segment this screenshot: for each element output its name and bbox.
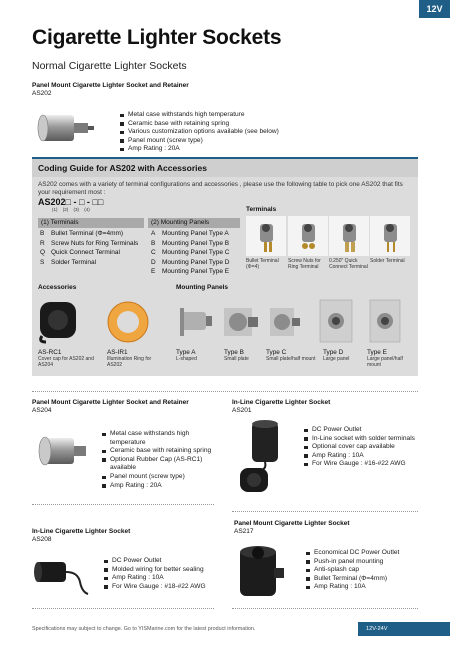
terminals-label: Terminals <box>246 206 277 213</box>
as201-title: In-Line Cigarette Lighter Socket <box>232 399 331 406</box>
table-row: B Bullet Terminal (Φ=4mm) <box>40 230 124 237</box>
feature-item: Amp Rating : 20A <box>102 482 214 491</box>
feature-item: Ceramic base with retaining spring <box>120 120 320 129</box>
solder-terminal-image <box>370 216 410 256</box>
as202-socket-image <box>36 108 96 148</box>
table-row: A Mounting Panel Type A <box>151 230 229 237</box>
footer-page-number-alt: 67 <box>424 640 431 646</box>
top-tab: 12V <box>419 0 450 18</box>
as201-features <box>304 426 422 469</box>
table-row: R Screw Nuts for Ring Terminals <box>40 239 139 247</box>
panels-table <box>151 229 246 277</box>
feature-item: Various customization options available (see below) <box>120 128 320 137</box>
feature-item: Amp Rating : 10A <box>306 583 422 592</box>
mount-type-b-image <box>222 302 260 342</box>
feature-item: For Wire Gauge : #16-#22 AWG <box>304 460 422 469</box>
as201-socket-image <box>232 420 296 500</box>
feature-item: Anti-splash cap <box>306 566 422 575</box>
feature-item: Optional Rubber Cap (AS-RC1) available <box>102 456 214 473</box>
mount-type-d-image <box>316 298 356 344</box>
section-divider <box>232 511 418 512</box>
quick-connect-terminal-image <box>329 216 369 256</box>
as208-title: In-Line Cigarette Lighter Socket <box>32 528 131 535</box>
section-divider <box>32 391 418 392</box>
mount-type-c-image <box>266 302 304 342</box>
terminal-caption: 0.250" Quick Connect Terminal <box>329 258 368 270</box>
table-row: Q Quick Connect Terminal <box>40 249 120 257</box>
mount-caption: Type D Large panel <box>323 349 350 362</box>
as217-title: Panel Mount Cigarette Lighter Socket <box>234 520 350 527</box>
part-code-pattern: AS202□ - □ - □□ <box>38 197 104 207</box>
as204-socket-image <box>36 430 92 474</box>
feature-item: Amp Rating : 10A <box>304 452 422 461</box>
footer-section: 12V-24V Accessories <box>366 626 397 646</box>
terminals-table <box>40 229 148 267</box>
feature-item: Molded wiring for better sealing <box>104 566 216 575</box>
as208-features <box>104 557 216 591</box>
as204-title: Panel Mount Cigarette Lighter Socket and Retainer <box>32 399 189 406</box>
feature-item: Amp Rating : 20A <box>120 145 320 154</box>
as201-code: AS201 <box>232 407 252 414</box>
feature-item: Metal case withstands high temperature <box>102 430 214 447</box>
panels-table-header: (2) Mounting Panels <box>148 218 240 228</box>
table-row: D Mounting Panel Type D <box>151 258 230 266</box>
coding-guide-title: Coding Guide for AS202 with Accessories <box>38 163 207 173</box>
mount-type-a-image <box>176 302 214 342</box>
accessories-label: Accessories <box>38 284 77 291</box>
feature-item: Panel mount (screw type) <box>102 473 214 482</box>
accessory-caption: AS-RC1 Cover cap for AS202 and AS204 <box>38 349 94 368</box>
table-row: E Mounting Panel Type E <box>151 268 230 276</box>
feature-item: Bullet Terminal (Φ=4mm) <box>306 575 422 584</box>
mount-type-e-image <box>364 298 404 344</box>
footer-page-number: 115 <box>409 640 419 646</box>
feature-item: Push-in panel mounting <box>306 558 422 567</box>
page-title: Cigarette Lighter Sockets <box>32 26 282 49</box>
table-row: C Mounting Panel Type C <box>151 249 230 257</box>
feature-item: Ceramic base with retaining spring <box>102 447 214 456</box>
bullet-terminal-image <box>246 216 286 256</box>
mounting-panels-label: Mounting Panels <box>176 284 228 291</box>
as202-features <box>120 111 320 154</box>
cover-cap-image <box>36 298 80 344</box>
as202-code: AS202 <box>32 90 52 97</box>
as204-features <box>102 430 214 490</box>
table-row: S Solder Terminal <box>40 258 97 266</box>
part-code-positions: (1) (2) (3) (4) <box>52 207 90 212</box>
feature-item: Amp Rating : 10A <box>104 574 216 583</box>
section-divider <box>232 608 418 609</box>
section-divider <box>32 504 214 505</box>
feature-item: In-Line socket with solder terminals <box>304 435 422 444</box>
footer-disclaimer: Specifications may subject to change. Go to YISMarine.com for the latest product information. <box>32 626 256 632</box>
mount-caption: Type C Small plate/half mount <box>266 349 316 362</box>
feature-item: DC Power Outlet <box>304 426 422 435</box>
terminal-caption: Screw Nuts for Ring Terminal <box>288 258 321 270</box>
as217-code: AS217 <box>234 528 254 535</box>
as208-socket-image <box>32 552 92 596</box>
terminal-caption: Bullet Terminal (Φ=4) <box>246 258 279 270</box>
illumination-ring-image <box>104 298 152 346</box>
page-subtitle: Normal Cigarette Lighter Sockets <box>32 60 187 72</box>
screw-nut-terminal-image <box>288 216 328 256</box>
mount-caption: Type B Small plate <box>224 349 249 362</box>
feature-item: For Wire Gauge : #18-#22 AWG <box>104 583 216 592</box>
as202-title: Panel Mount Cigarette Lighter Socket and Retainer <box>32 82 189 89</box>
terminal-caption: Solder Terminal <box>370 258 405 264</box>
section-divider <box>32 608 214 609</box>
as217-socket-image <box>234 544 290 604</box>
terminals-table-header: (1) Terminals <box>38 218 144 228</box>
table-row: B Mounting Panel Type B <box>151 239 230 247</box>
feature-item: DC Power Outlet <box>104 557 216 566</box>
feature-item: Optional cover cap available <box>304 443 422 452</box>
as208-code: AS208 <box>32 536 52 543</box>
as217-features <box>306 549 422 592</box>
mount-caption: Type E Large panel/half mount <box>367 349 403 368</box>
footer-section-bar <box>358 622 450 646</box>
as204-code: AS204 <box>32 407 52 414</box>
feature-item: Economical DC Power Outlet <box>306 549 422 558</box>
feature-item: Metal case withstands high temperature <box>120 111 320 120</box>
footer-separator: | <box>402 640 404 646</box>
feature-item: Panel mount (screw type) <box>120 137 320 146</box>
coding-guide-desc: AS202 comes with a variety of terminal configurations and accessories , please use the following table to pick one AS202 that fits your requirement most : <box>38 181 403 196</box>
mount-caption: Type A L-shaped <box>176 349 197 362</box>
accessory-caption: AS-IR1 Illumination Ring for AS202 <box>107 349 152 368</box>
